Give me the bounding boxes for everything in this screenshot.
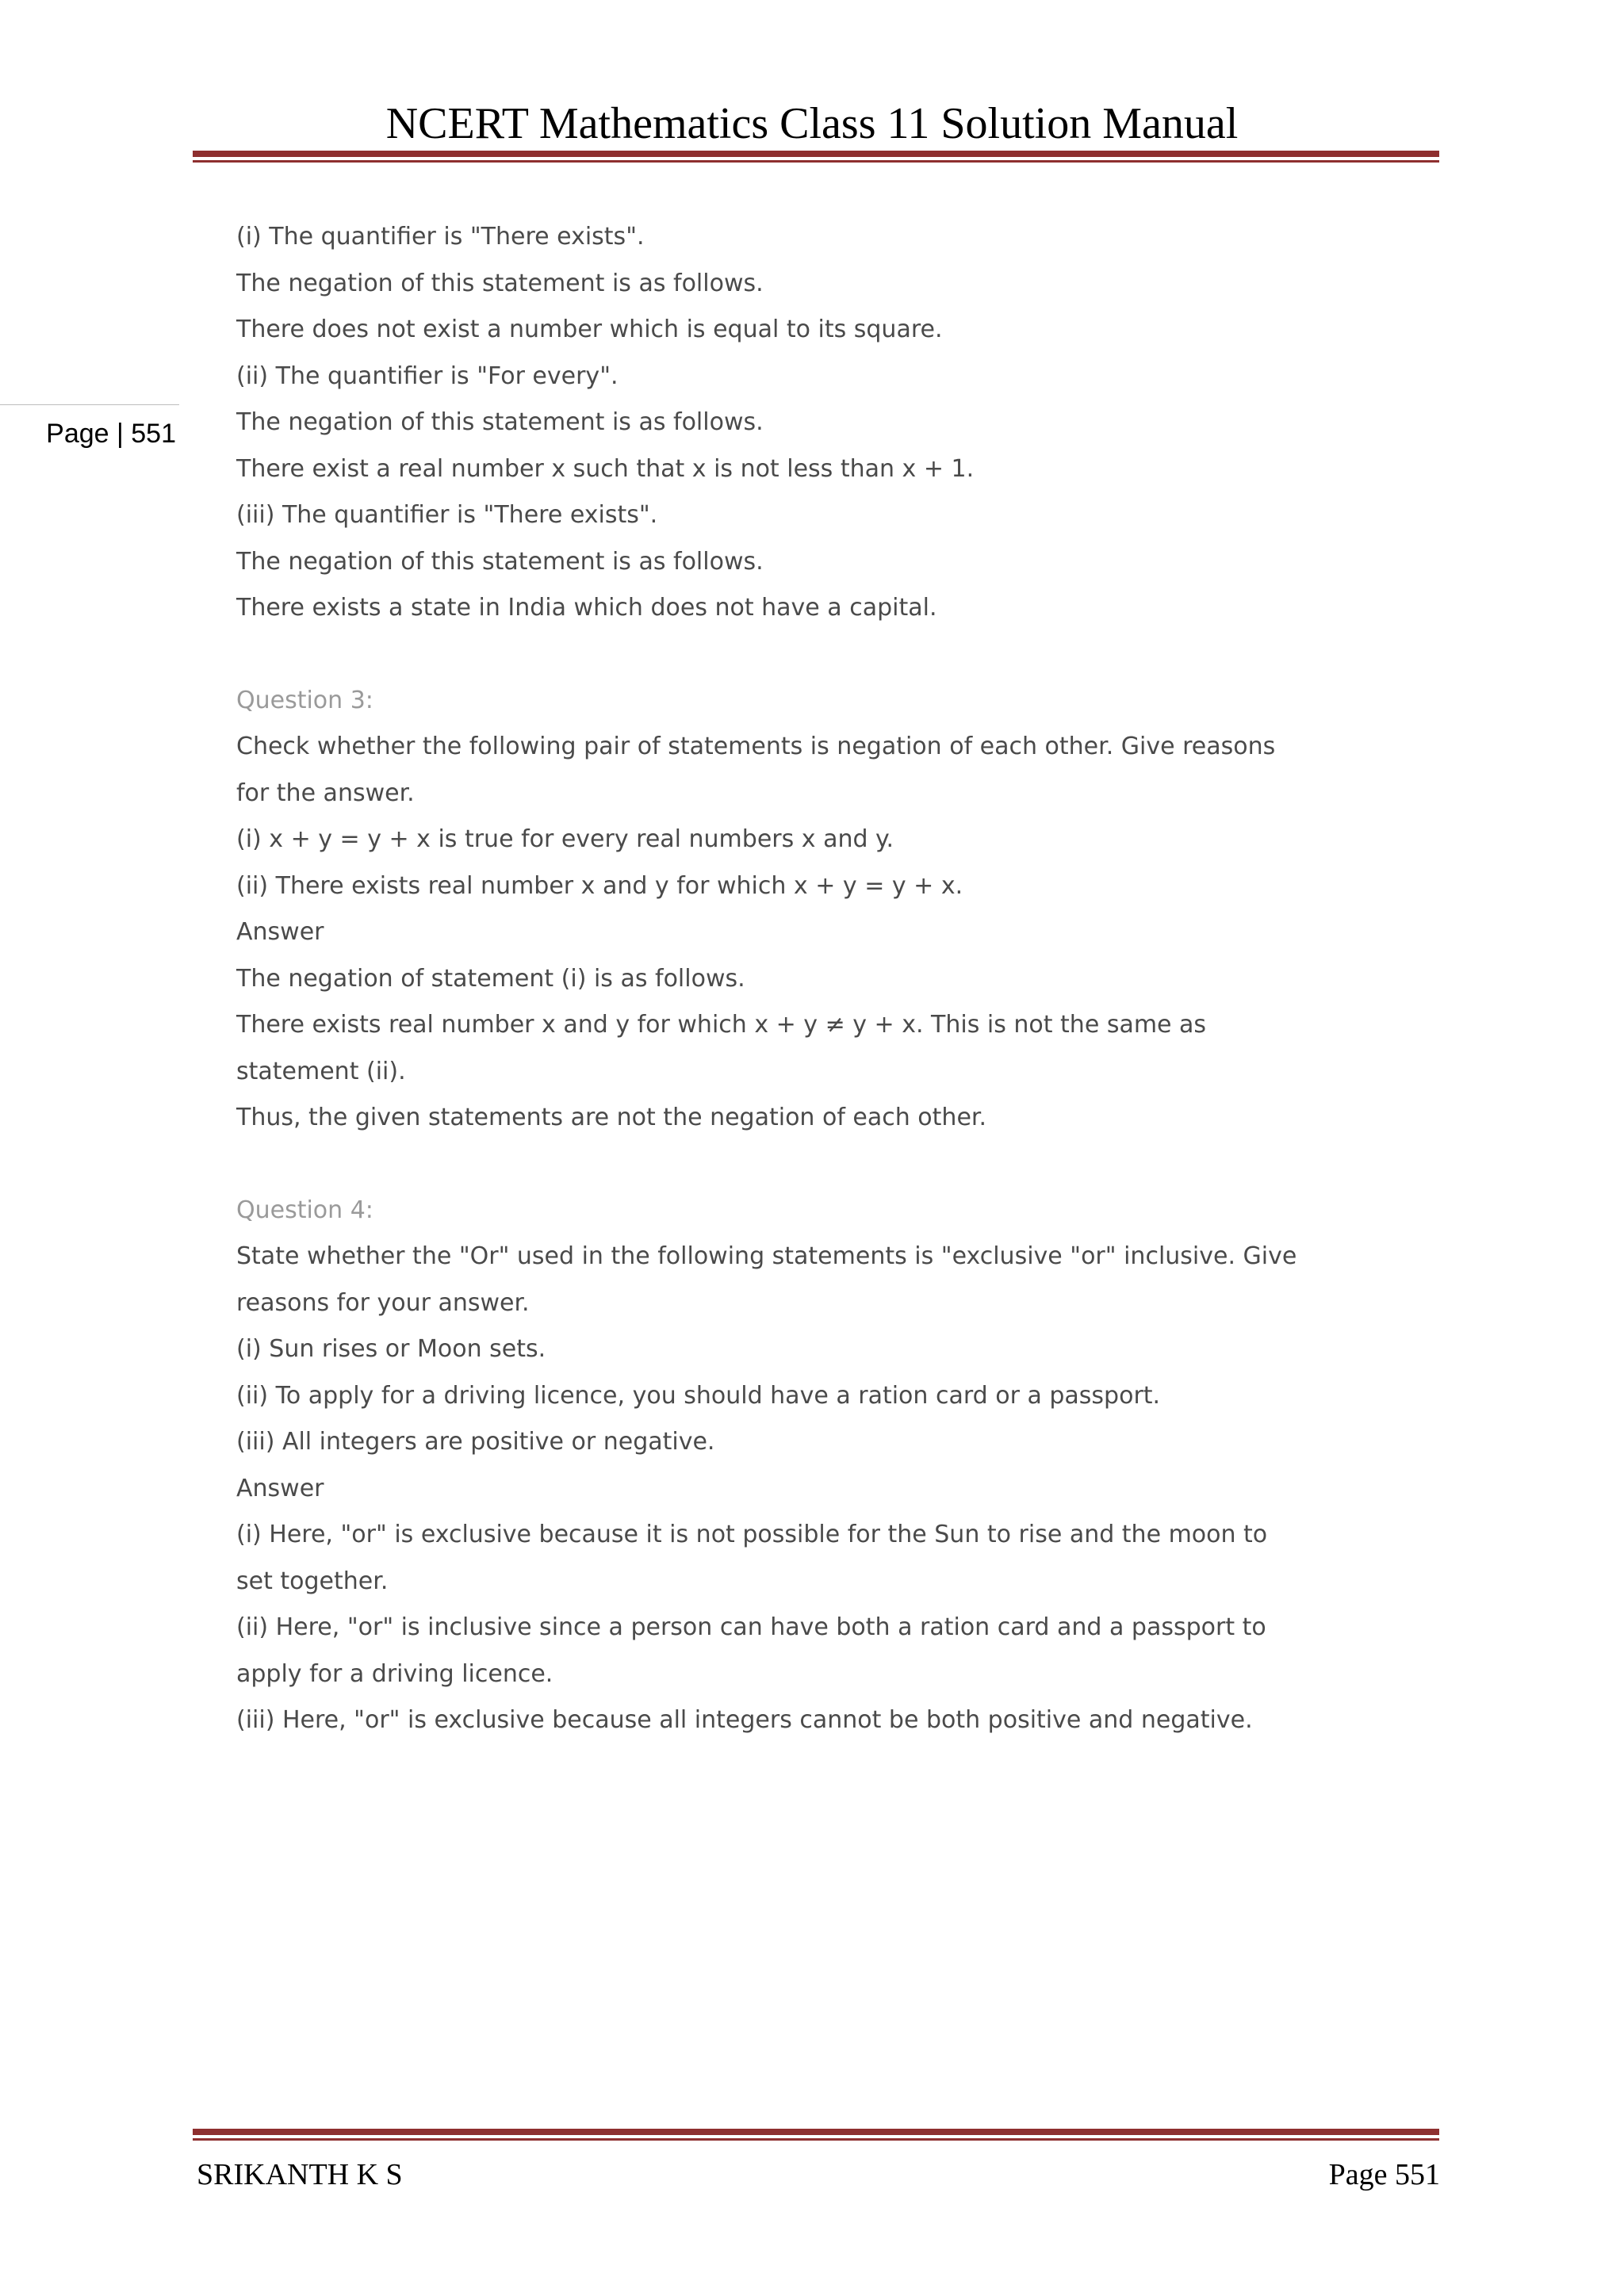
question-4 <box>236 1188 1410 1744</box>
text-line: (iii) Here, "or" is exclusive because all integers cannot be both positive and negative. <box>236 1706 1253 1734</box>
text-line: (i) The quantifier is "There exists". <box>236 223 645 251</box>
footer-rule-thin <box>193 2138 1439 2141</box>
page-title: NCERT Mathematics Class 11 Solution Manual <box>385 99 1239 148</box>
header-rule-thick <box>193 151 1439 157</box>
question-heading: Question 3: <box>236 686 373 714</box>
text-line: There exists real number x and y for which x + y ≠ y + x. This is not the same as <box>236 1011 1207 1039</box>
text-line: Thus, the given statements are not the negation of each other. <box>236 1104 987 1131</box>
text-line: There exists a state in India which does not have a capital. <box>236 594 937 622</box>
header-rule-thin <box>193 160 1439 163</box>
question-3 <box>236 678 1410 1142</box>
section-gap <box>236 632 1410 678</box>
text-line: The negation of this statement is as follows. <box>236 408 764 436</box>
margin-page-label-box <box>0 404 179 456</box>
text-line: reasons for your answer. <box>236 1288 530 1317</box>
text-line: Check whether the following pair of statements is negation of each other. Give reasons <box>236 733 1276 760</box>
text-line: set together. <box>236 1567 389 1595</box>
text-line: (ii) There exists real number x and y for which x + y = y + x. <box>236 871 963 900</box>
margin-page-label: Page | 551 <box>46 419 176 449</box>
text-line: (i) Sun rises or Moon sets. <box>236 1335 546 1363</box>
question-heading: Question 4: <box>236 1196 373 1224</box>
text-line: The negation of this statement is as follows. <box>236 547 764 576</box>
footer-page-number: Page 551 <box>1328 2158 1440 2191</box>
section-gap <box>236 1142 1410 1188</box>
answer-label: Answer <box>236 918 324 946</box>
text-line: (iii) All integers are positive or negative. <box>236 1428 715 1456</box>
footer-rule-thick <box>193 2129 1439 2135</box>
solution-content <box>236 214 1410 1744</box>
text-line: apply for a driving licence. <box>236 1659 553 1688</box>
text-line: The negation of this statement is as follows. <box>236 269 764 297</box>
footer-author: SRIKANTH K S <box>197 2158 403 2191</box>
text-line: There exist a real number x such that x is not less than x + 1. <box>236 454 975 483</box>
text-line: statement (ii). <box>236 1057 406 1085</box>
text-line: The negation of statement (i) is as follows. <box>236 964 745 993</box>
text-line: (ii) Here, "or" is inclusive since a person can have both a ration card and a passport to <box>236 1613 1266 1641</box>
text-line: for the answer. <box>236 779 415 807</box>
text-line: There does not exist a number which is equal to its square. <box>236 316 943 343</box>
text-line: (iii) The quantifier is "There exists". <box>236 501 658 529</box>
text-line: (i) x + y = y + x is true for every real numbers x and y. <box>236 825 894 853</box>
answer-block-q2 <box>236 214 1410 632</box>
text-line: (ii) The quantifier is "For every". <box>236 362 619 390</box>
text-line: (i) Here, "or" is exclusive because it is not possible for the Sun to rise and the moon to <box>236 1521 1268 1548</box>
answer-label: Answer <box>236 1474 324 1502</box>
text-line: State whether the "Or" used in the following statements is "exclusive "or" inclusive. Give <box>236 1242 1297 1270</box>
text-line: (ii) To apply for a driving licence, you should have a ration card or a passport. <box>236 1381 1161 1410</box>
